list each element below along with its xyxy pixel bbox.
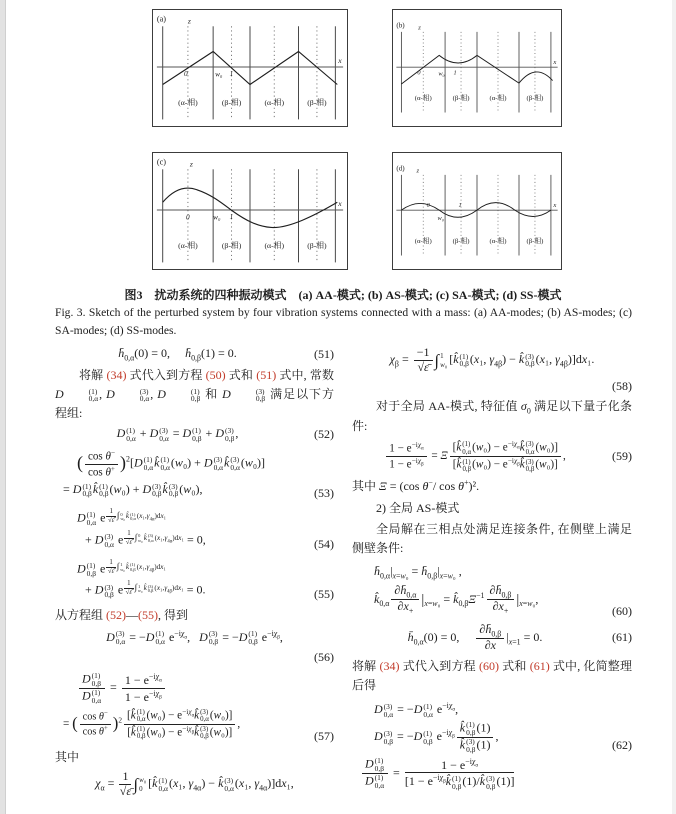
phase-label: (α-相) [414,94,432,102]
heading-global-as: 2) 全局 AS-模式 [376,500,460,515]
equation-number: (59) [612,448,632,463]
tick-0: 0 [417,69,421,77]
x-axis-label: x [338,56,342,66]
tick-0: 0 [184,69,188,78]
column-left [55,342,334,803]
tick-1: 1 [229,212,234,221]
equation-number: (54) [314,536,334,551]
equation-59: $1 - e^{-i\chi_\alpha}$ $1 - e^{-i\chi_\beta}$ = Ξ [k̂ (1) 0,α $(w_0) - e^{-i\chi_\alpha}k̂$ (3) 0,α (w₀)] [k̂ (1) 0,β $(w_0) - e^{-i\chi_\beta}k̂$ (3) 0,β (w₀)] , (59) [352,440,632,473]
phase-label: (α-相) [489,237,507,245]
panel-tag: (b) [396,21,405,30]
phase-label: (β-相) [221,97,242,107]
equation-51: $h̄_{0,\alpha}(0) = 0$, $h̄_{0,\beta}(1) = 0$. (51) [118,346,334,363]
equation-number: (53) [314,486,334,501]
equation-number: (56) [314,649,334,664]
x-axis-label: x [553,58,557,66]
z-axis-label: z [416,167,420,175]
tick-1: 1 [453,69,457,77]
phase-label: (β-相) [526,237,544,245]
equation-number: (51) [314,346,334,361]
paragraph-substitute-50-51: 将解 (34) 式代入到方程 (50) 式和 (51) 式中, 常数 D (1) 0,α , D (3) 0,α , D (1) 0,β 和 D (3) 0,β 满足以下方程组: [55,368,335,420]
figure-panel-d [392,152,562,270]
x-axis-label: x [553,201,557,209]
tick-0: 0 [185,213,190,222]
z-axis-label: z [189,159,193,169]
paragraph-from-52-55: 从方程组 (52)—(55), 得到 [55,608,189,623]
paragraph-substitute-60-61: 将解 (34) 式代入到方程 (60) 式和 (61) 式中, 化简整理后得 [352,659,632,692]
equation-number: (61) [612,630,632,645]
figure-panel-b [392,9,562,127]
phase-label: (β-相) [307,240,327,250]
paragraph-connection-conditions: 全局解在三相点处满足连接条件, 在侧壁上满足侧壁条件: [352,522,632,555]
equation-60: $h̄_{0,\alpha}|_{x=w_0}$ = $h̄_{0,\beta}|_{x=w_0}$ , $k̂_{0,\alpha}$ $\frac{\partial h̄_{0,\alpha}}{\partial x_+}$ $|_{x=w_0}$ = $k̂_{0,\beta}\Xi^{-1}$ $\frac{\partial h̄_{0,\beta}}{\partial x_+}$ $|_{x=w_0}$, (60) [374,564,632,618]
panel-tag: (d) [396,164,405,173]
paragraph-global-aa: 对于全局 AA-模式, 特征值 $\sigma_0$ 满足以下量子化条件: [352,398,632,434]
scan-edge-right [672,0,676,814]
phase-label: (α-相) [178,97,198,107]
phase-label: (β-相) [221,240,242,250]
equation-number: (52) [314,426,334,441]
tick-1: 1 [229,69,234,78]
phase-label: (α-相) [414,237,432,245]
figure-caption-en: Fig. 3. Sketch of the perturbed system by four vibration systems connected with a mass: (a) AA-modes; (b) AS-modes; (c) SA-modes; (d) SS-modes. [55,306,632,337]
equation-55: D (1) 0,β e $^{\frac{1}{√\varepsilon̄} \int 1 w_0 k̂ (1) 0,\beta (x_1,\gamma_{4\beta})dx_1}$ + D (3) 0,β e $^{\frac{1}{√\varepsilon̄} \int 1 w_0 k̂ (3) 0,\beta (x_1,\gamma_{4\beta})dx_1}$ = 0. (55) [77,558,334,602]
panel-tag: (c) [156,157,167,167]
phase-label: (β-相) [307,97,327,107]
equation-number: (57) [314,728,334,743]
paragraph-where-left: 其中 [55,749,80,764]
equation-chi-beta: $\chi_\beta$ = $\frac{-1}{√\varepsilon̄}$ ∫ 1 w₀ [k̂ (1) 0,β (x₁, $\gamma_{4\beta}$) − k̂ (3) 0,β (x₁, $\gamma_{4\beta})]dx_1$. [389,345,595,374]
scan-edge-left [0,0,6,814]
equation-number: (62) [612,738,632,753]
equation-number: (60) [612,603,632,618]
equation-62: D (3) 0,α = −D (1) 0,α $e^{-i\chi_\alpha}$, D (3) 0,β = −D (1) 0,β $e^{-i\chi_\beta}$ k̂ (1) 0,β (1) k̂ (3) 0,β (1) , D (1) 0,β D (1) 0,α = $1 - e^{-i\chi_\alpha}$ [$1 - e^{-i\chi_\beta}k̂$ (1) 0,β (1)/k̂ (3) 0,β (1)] (62) [352,698,632,793]
tick-1: 1 [458,201,462,209]
z-axis-label: z [418,24,421,32]
tick-w0: w₀ [437,215,444,223]
column-right [352,342,632,798]
phase-label: (β-相) [452,237,470,245]
equation-chi-alpha: $\chi_\alpha$ = $\frac{1}{√\varepsilon̄}$ ∫ w₀ 0 [k̂ (1) 0,α (x₁, $\gamma_{4\alpha}$) − k̂ (3) 0,α (x₁, $\gamma_{4\alpha})]dx_1$, [95,769,294,799]
x-axis-label: x [338,199,342,209]
equation-57: D (1) 0,β D (1) 0,α = $1 - e^{-i\chi_\alpha}$ $1 - e^{-i\chi_\beta}$ = ( $\frac{\cos \theta^-}{\cos \theta^+}$ )$^2$ [k̂ (1) 0,α $(w_0) - e^{-i\chi_\alpha}k̂$ (3) 0,α (w₀)] [k̂ (1) 0,β $(w_0) - e^{-i\chi_\beta}k̂$ (3) 0,β (w₀)] , (57) [63,671,334,743]
tick-w0: w₀ [438,70,445,78]
figure-panel-a [152,9,348,127]
equation-52: D (1) 0,α + D (3) 0,α = D (1) 0,β + D (3) 0,β , (52) [116,425,334,443]
tick-w0: w₀ [215,70,223,79]
panel-tag: (a) [156,14,167,24]
phase-label: (β-相) [526,94,544,102]
equation-53: ( $\frac{\cos \theta^-}{\cos \theta^+}$ )$^2$[D (1) 0,α k̂ (1) 0,α (w₀) + D (3) 0,α k̂ (3) 0,α (w₀)] = D (1) 0,β k̂ (1) 0,β (w₀) + D (3) 0,β k̂ (3) 0,β (w₀), (53) [63,449,334,501]
equation-54: D (1) 0,α e $^{\frac{1}{√\varepsilon̄} \int 0 w_0 k̂ (1) 0,\alpha (x_1,\gamma_{4\alpha})dx_1}$ + D (3) 0,α e $^{\frac{1}{√\varepsilon̄} \int 0 w_0 k̂ (3) 0,\alpha (x_1,\gamma_{4\alpha})dx_1}$ = 0, (54) [77,508,334,551]
tick-0: 0 [426,201,430,209]
equation-56: D (3) 0,α = −D (1) 0,α $e^{-i\chi_\alpha}$, D (3) 0,β = −D (1) 0,β $e^{-i\chi_\beta}$, [106,628,283,647]
phase-label: (α-相) [264,97,285,107]
equation-61: $h̄_{0,\alpha}(0) = 0$, $\frac{\partial h̄_{0,\beta}}{\partial x}$ $|_{x=1} = 0$. (61) [407,621,632,653]
phase-label: (α-相) [264,240,285,250]
phase-label: (α-相) [489,94,507,102]
tick-w0: w₀ [213,213,221,222]
phase-label: (α-相) [178,240,198,250]
equation-number: (58) [612,378,632,393]
figure-3 [152,9,562,270]
equation-number: (55) [314,587,334,602]
z-axis-label: z [187,16,191,26]
phase-label: (β-相) [452,94,470,102]
paragraph-where-xi: 其中 Ξ = (cos θ−/ cos θ+)². [352,478,480,494]
figure-panel-c [152,152,348,270]
figure-caption-cn: 图3 扰动系统的四种振动模式 (a) AA-模式; (b) AS-模式; (c) SA-模式; (d) SS-模式 [124,288,562,302]
